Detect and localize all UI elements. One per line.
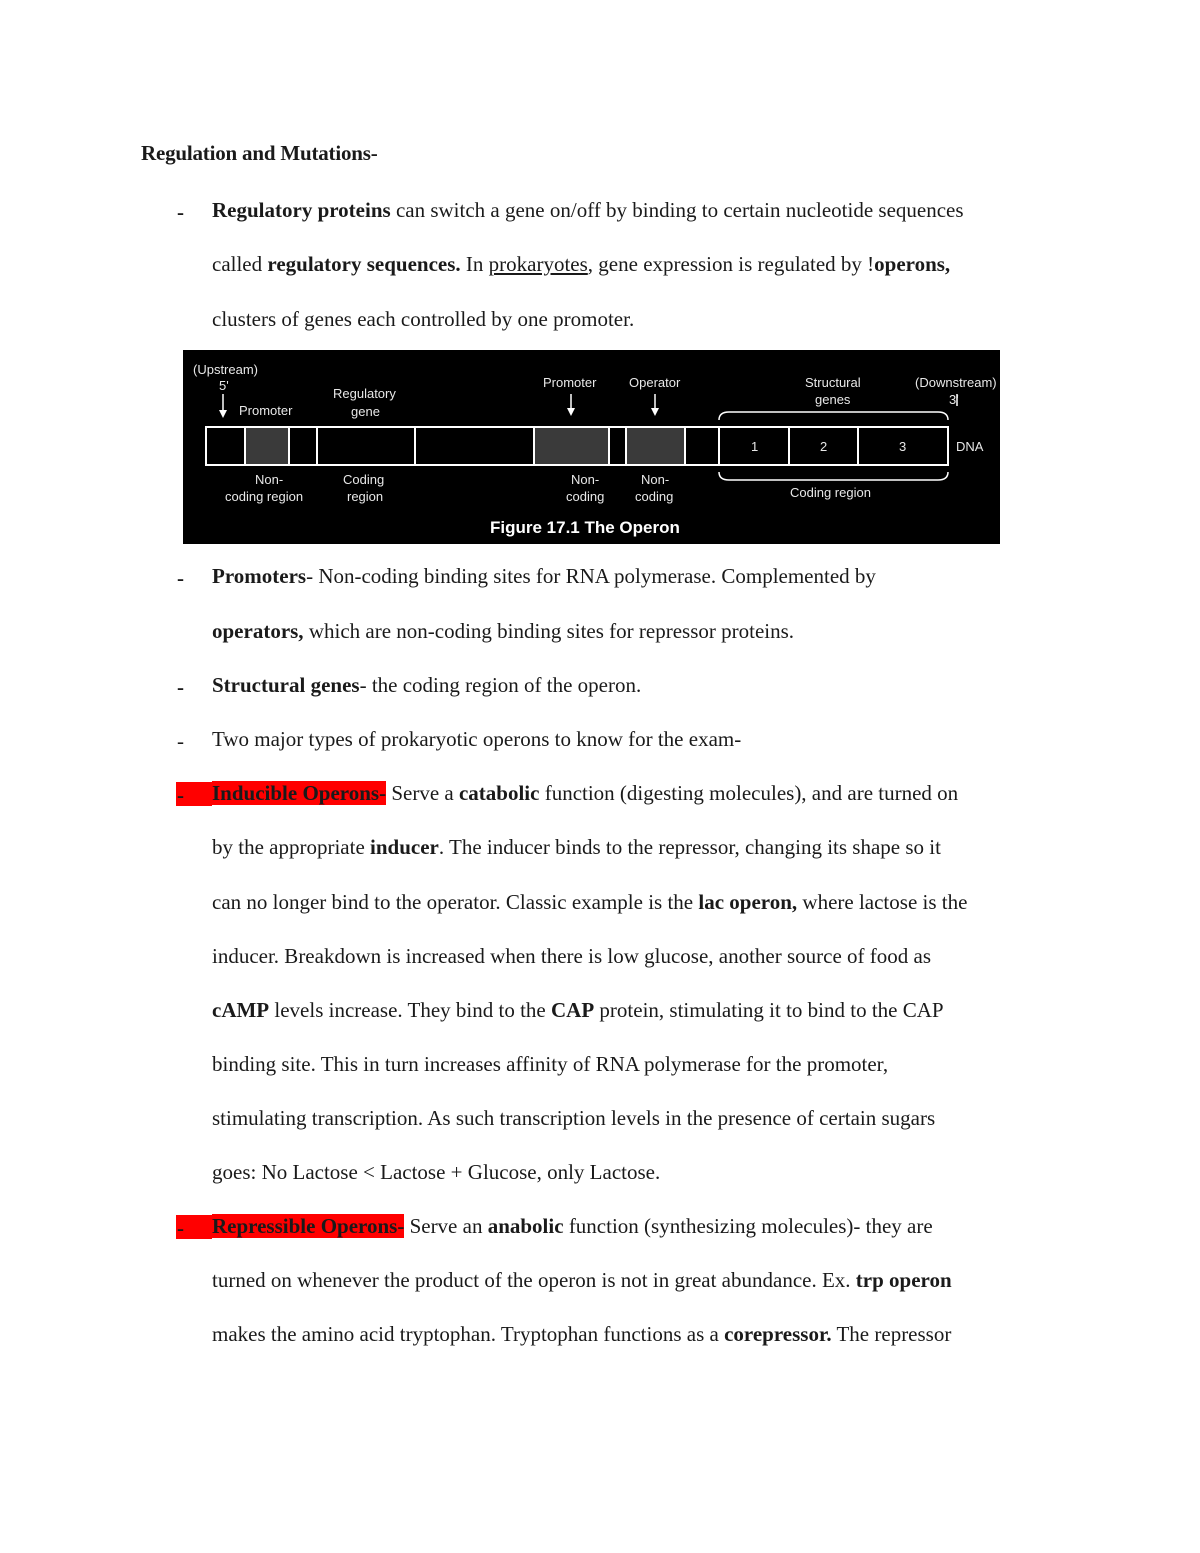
bullet-5-line-5: cAMP levels increase. They bind to the CAP protein, stimulating it to bind to the CAP xyxy=(212,998,944,1022)
bullet-dash: - xyxy=(177,1216,184,1240)
bullet-5-line-7: stimulating transcription. As such transcription levels in the presence of certain sugars xyxy=(212,1106,936,1130)
bullet-2-line-2: operators, which are non-coding binding sites for repressor proteins. xyxy=(212,619,795,643)
term-repressible-operons: Repressible Operons- xyxy=(212,1214,405,1238)
term-operators: operators, xyxy=(212,619,304,643)
operator-segment xyxy=(626,428,685,464)
term-structural-genes: Structural genes xyxy=(212,673,360,697)
label-coding-region-2: region xyxy=(347,489,384,504)
bullet-dash: - xyxy=(177,200,184,224)
bullet-1-line-2: called regulatory sequences. In prokaryotes, gene expression is regulated by !operons, xyxy=(212,252,951,276)
term-operons: operons, xyxy=(874,252,951,276)
bullet-5-line-8: goes: No Lactose < Lactose + Glucose, only Lactose. xyxy=(212,1160,661,1184)
term-camp: cAMP xyxy=(212,998,270,1022)
label-upstream: (Upstream) xyxy=(193,362,259,377)
term-cap: CAP xyxy=(551,998,595,1022)
label-regulatory-gene-1: Regulatory xyxy=(333,386,396,401)
label-noncoding-b-2: coding xyxy=(635,489,674,504)
bullet-dash: - xyxy=(177,729,184,753)
label-noncoding-region-1: Non- xyxy=(255,472,284,487)
promoter-region xyxy=(245,428,289,464)
bullet-5-line-6: binding site. This in turn increases affinity of RNA polymerase for the promoter, xyxy=(212,1052,889,1076)
term-inducible-operons: Inducible Operons- xyxy=(212,781,387,805)
label-gene-3: 3 xyxy=(899,439,907,454)
label-three-prime: 3' xyxy=(949,392,959,407)
label-structural-2: genes xyxy=(815,392,851,407)
bullet-dash: - xyxy=(177,566,184,590)
bullet-4-line-1: Two major types of prokaryotic operons to know for the exam- xyxy=(212,727,742,751)
label-operator: Operator xyxy=(629,375,681,390)
term-corepressor: corepressor. xyxy=(724,1322,832,1346)
label-coding-region-1: Coding xyxy=(343,472,385,487)
bullet-5-line-3: can no longer bind to the operator. Classic example is the lac operon, where lactose is the xyxy=(212,890,968,914)
label-noncoding-region-2: coding region xyxy=(225,489,304,504)
term-promoters: Promoters xyxy=(212,564,307,588)
label-gene-1: 1 xyxy=(751,439,759,454)
label-downstream: (Downstream) xyxy=(915,375,997,390)
label-noncoding-a-2: coding xyxy=(566,489,605,504)
operon-figure xyxy=(183,350,1000,544)
label-coding-region-right: Coding region xyxy=(790,485,871,500)
term-prokaryotes: prokaryotes xyxy=(488,252,588,276)
coding-brace xyxy=(719,472,948,480)
term-trp-operon: trp operon xyxy=(855,1268,952,1292)
bullet-5-line-1: Inducible Operons- Serve a catabolic function (digesting molecules), and are turned on xyxy=(212,781,959,805)
bullet-3-line-1: Structural genes- the coding region of the operon. xyxy=(212,673,642,697)
label-promoter: Promoter xyxy=(543,375,597,390)
term-lac-operon: lac operon, xyxy=(698,890,798,914)
bullet-6-line-3: makes the amino acid tryptophan. Tryptophan functions as a corepressor. The repressor xyxy=(212,1322,952,1346)
label-noncoding-b-1: Non- xyxy=(641,472,670,487)
section-heading: Regulation and Mutations- xyxy=(141,141,378,165)
figure-caption: Figure 17.1 The Operon xyxy=(490,518,680,537)
label-noncoding-a-1: Non- xyxy=(571,472,600,487)
bullet-2-line-1: Promoters- Non-coding binding sites for RNA polymerase. Complemented by xyxy=(212,564,876,588)
bullet-1-line-1: Regulatory proteins can switch a gene on/off by binding to certain nucleotide sequences xyxy=(212,198,964,222)
label-regulatory-gene-2: gene xyxy=(351,404,380,419)
bullet-1-line-3: clusters of genes each controlled by one promoter. xyxy=(212,307,635,331)
structural-brace xyxy=(719,412,948,420)
label-five-prime: 5' xyxy=(219,378,229,393)
bullet-dash: - xyxy=(177,675,184,699)
promoter-segment xyxy=(534,428,609,464)
label-dna: DNA xyxy=(956,439,984,454)
term-catabolic: catabolic xyxy=(458,781,540,805)
bullet-6-line-1: Repressible Operons- Serve an anabolic function (synthesizing molecules)- they are xyxy=(212,1214,933,1238)
term-regulatory-proteins: Regulatory proteins xyxy=(212,198,391,222)
bullet-5-line-2: by the appropriate inducer. The inducer binds to the repressor, changing its shape so it xyxy=(212,835,941,859)
term-inducer: inducer xyxy=(370,835,439,859)
operon-diagram xyxy=(183,350,1000,544)
bullet-5-line-4: inducer. Breakdown is increased when there is low glucose, another source of food as xyxy=(212,944,932,968)
label-promoter-left: Promoter xyxy=(239,403,293,418)
label-structural-1: Structural xyxy=(805,375,861,390)
bullet-dash: - xyxy=(177,783,184,807)
term-regulatory-sequences: regulatory sequences. xyxy=(267,252,461,276)
term-anabolic: anabolic xyxy=(487,1214,564,1238)
label-gene-2: 2 xyxy=(820,439,828,454)
bullet-6-line-2: turned on whenever the product of the operon is not in great abundance. Ex. trp operon xyxy=(212,1268,952,1292)
